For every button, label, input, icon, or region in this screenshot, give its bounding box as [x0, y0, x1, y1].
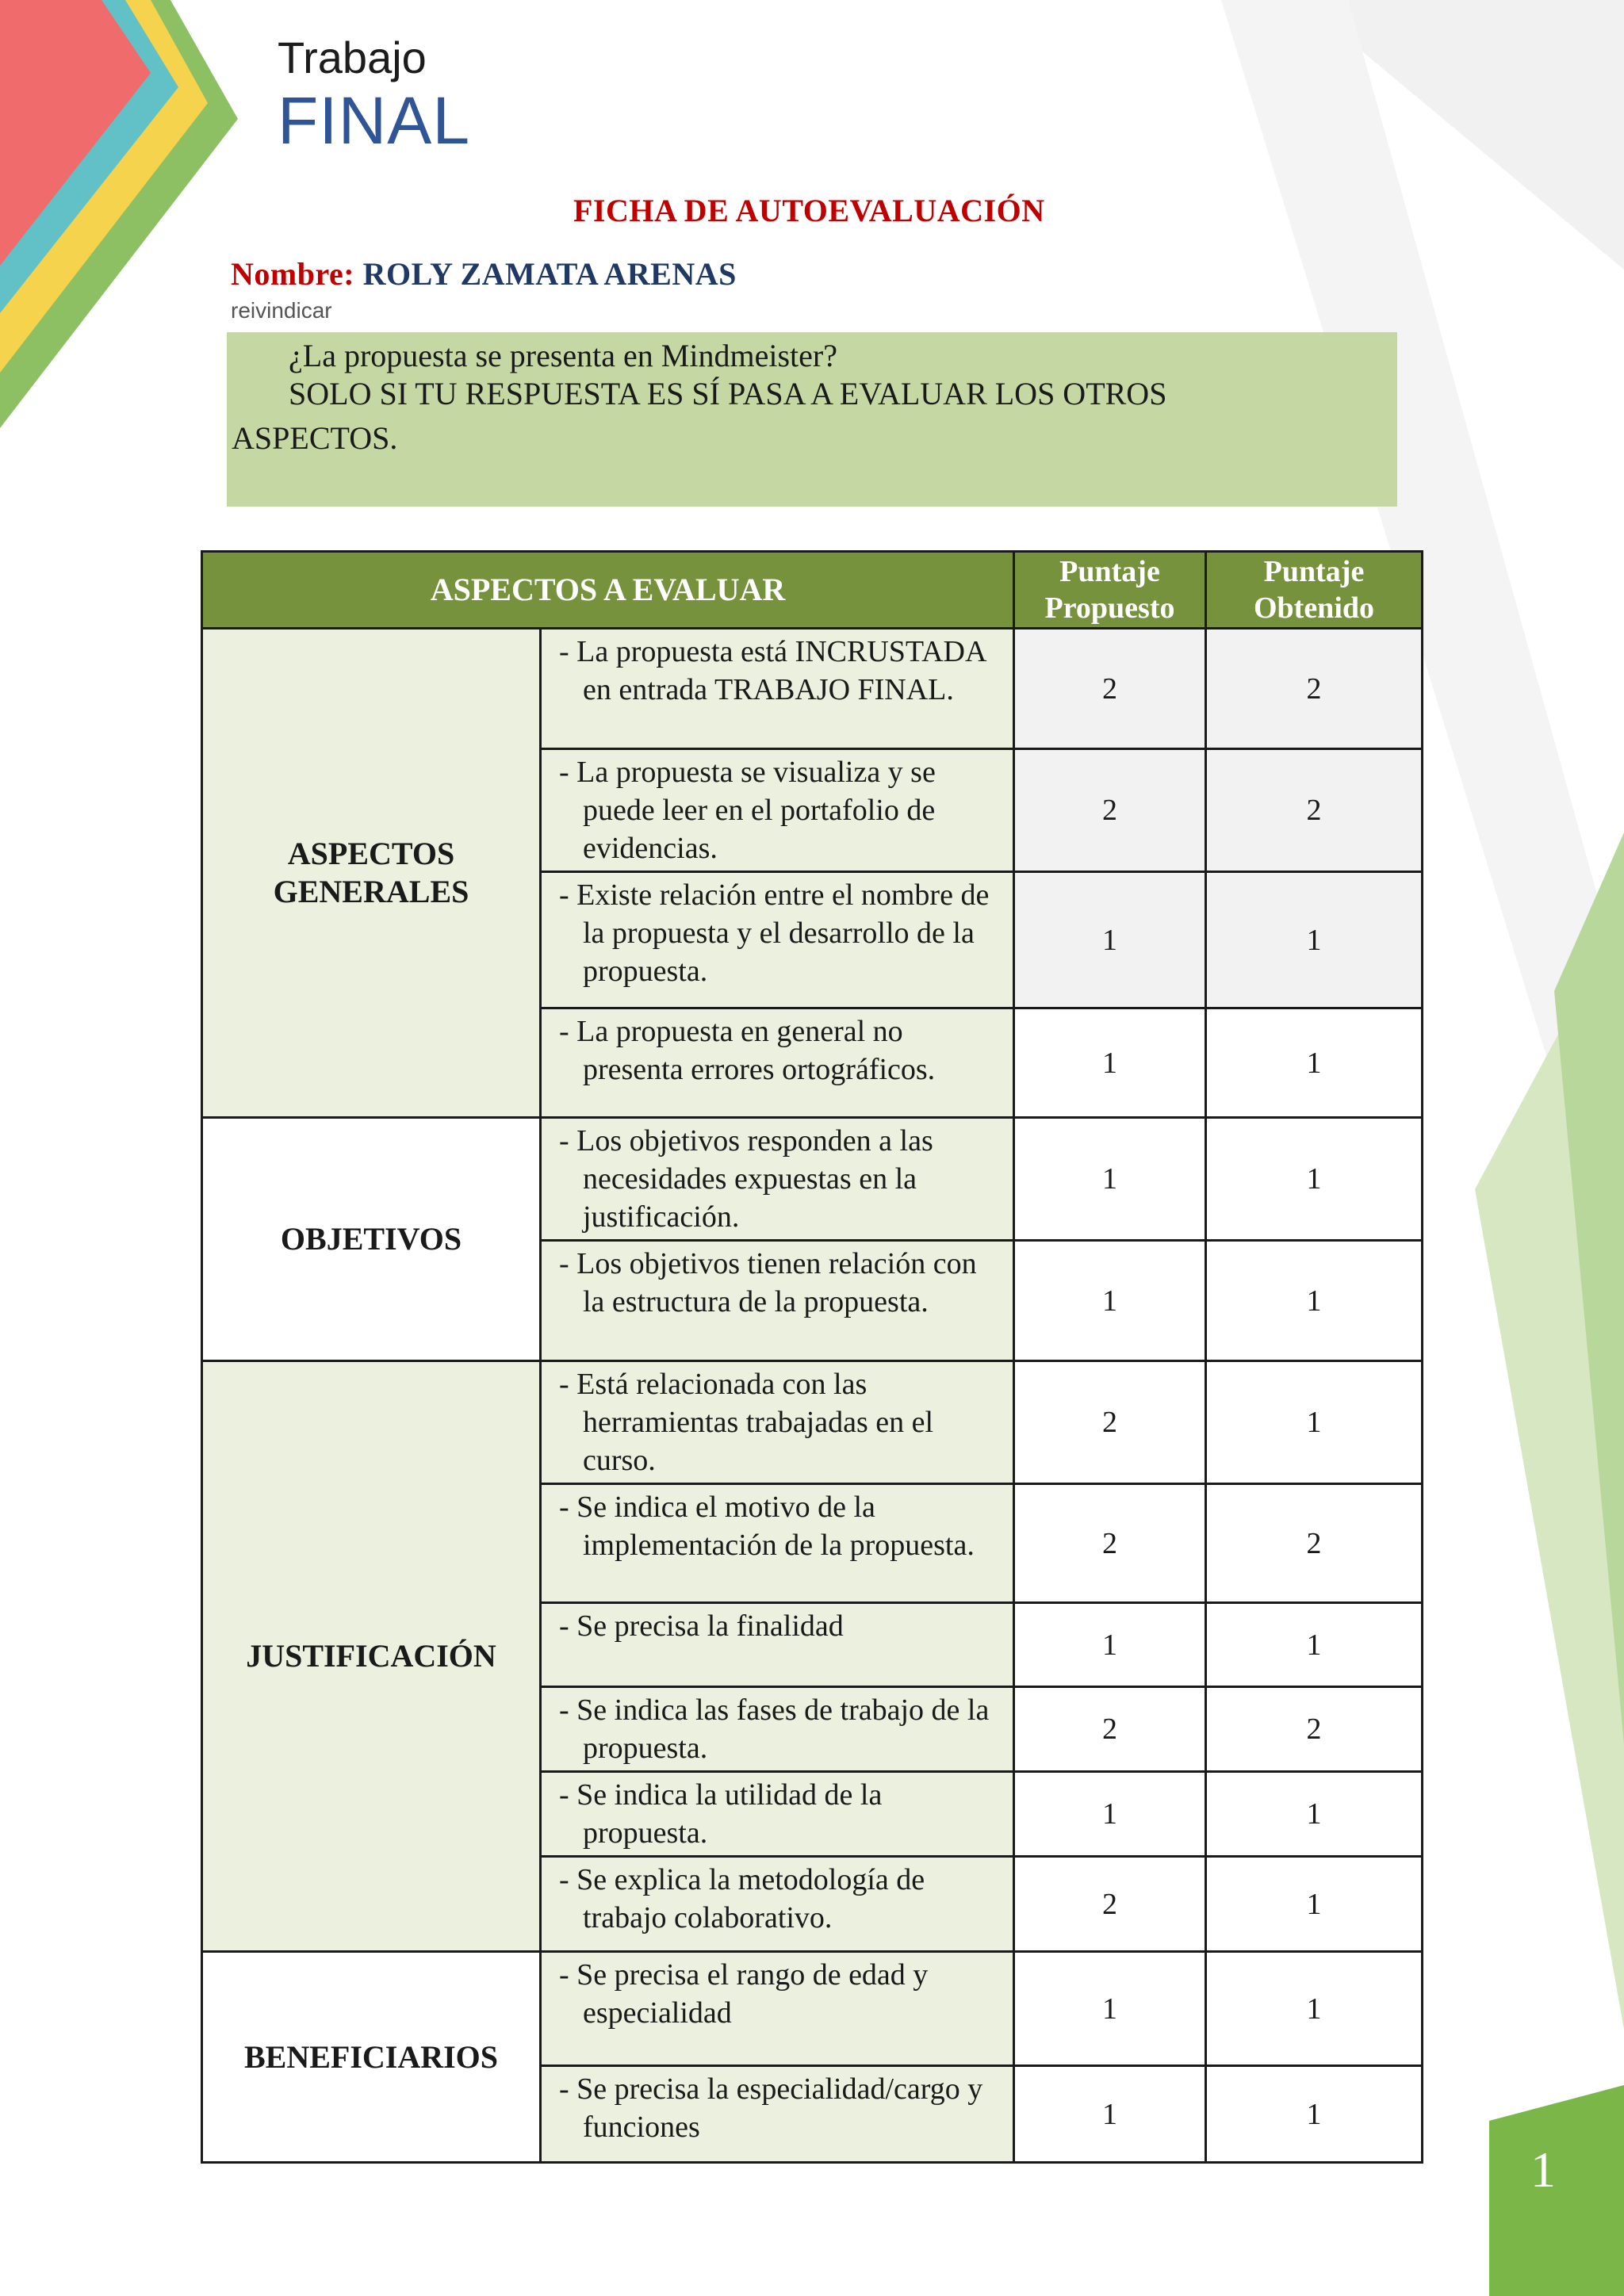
name-line: [231, 255, 737, 293]
criterion-cell: [541, 1118, 1014, 1241]
criterion-cell: [541, 1484, 1014, 1603]
table-row: [202, 1118, 1423, 1241]
criterion-text: - Existe relación entre el nombre de la propuesta y el desarrollo de la propuesta.: [559, 878, 990, 988]
name-label: Nombre:: [231, 256, 355, 292]
criterion-text: - Se indica el motivo de la implementación de la propuesta.: [559, 1490, 975, 1562]
criterion-cell: [541, 749, 1014, 872]
score-proposed: 2: [1014, 749, 1206, 872]
header-obtained: [1206, 552, 1423, 629]
header-proposed-line-1: Puntaje: [1059, 555, 1160, 588]
category-line: BENEFICIARIOS: [243, 2038, 499, 2075]
criterion-text: - Está relacionada con las herramientas trabajadas en el curso.: [559, 1368, 934, 1477]
table-row: [202, 1361, 1423, 1484]
criterion-text: - Se indica la utilidad de la propuesta.: [559, 1778, 883, 1850]
score-proposed: 2: [1014, 629, 1206, 749]
criterion-cell: [541, 1008, 1014, 1118]
score-obtained: 1: [1206, 1241, 1423, 1361]
header-final: FINAL: [278, 83, 471, 158]
score-obtained: 2: [1206, 1687, 1423, 1772]
score-proposed: 2: [1014, 1687, 1206, 1772]
score-obtained: 1: [1206, 1361, 1423, 1484]
criterion-text: - La propuesta se visualiza y se puede leer en el portafolio de evidencias.: [559, 756, 936, 865]
score-proposed: 1: [1014, 1603, 1206, 1687]
form-title: FICHA DE AUTOEVALUACIÓN: [573, 193, 1045, 228]
category-line: OBJETIVOS: [280, 1221, 462, 1257]
category-line: GENERALES: [273, 874, 469, 909]
criterion-text: - La propuesta en general no presenta errores ortográficos.: [559, 1015, 936, 1086]
question-line-3: ASPECTOS.: [232, 420, 398, 456]
score-obtained: 1: [1206, 1008, 1423, 1118]
category-objetivos: [202, 1118, 541, 1361]
criterion-cell: [541, 1603, 1014, 1687]
criterion-text: - Se precisa la finalidad: [559, 1609, 844, 1643]
score-obtained: 1: [1206, 1118, 1423, 1241]
score-proposed: 1: [1014, 1772, 1206, 1857]
score-proposed: 2: [1014, 1361, 1206, 1484]
score-obtained: 2: [1206, 749, 1423, 872]
score-proposed: 1: [1014, 1952, 1206, 2066]
decor-page-tab: [1489, 2085, 1624, 2296]
category-line: JUSTIFICACIÓN: [246, 1638, 496, 1674]
score-proposed: 2: [1014, 1857, 1206, 1952]
score-proposed: 1: [1014, 1008, 1206, 1118]
table-header-row: [202, 552, 1423, 629]
criterion-cell: [541, 1241, 1014, 1361]
score-proposed: 1: [1014, 872, 1206, 1008]
score-obtained: 1: [1206, 1772, 1423, 1857]
header-aspects: ASPECTOS A EVALUAR: [202, 552, 1014, 629]
header-proposed-line-2: Propuesto: [1044, 591, 1175, 625]
criterion-cell: [541, 1687, 1014, 1772]
score-proposed: 1: [1014, 1118, 1206, 1241]
score-proposed: 1: [1014, 2066, 1206, 2163]
criterion-cell: [541, 1857, 1014, 1952]
question-box: [227, 332, 1397, 507]
criterion-cell: [541, 1361, 1014, 1484]
score-proposed: 2: [1014, 1484, 1206, 1603]
evaluation-table: [201, 550, 1423, 2164]
criterion-text: - Se explica la metodología de trabajo colaborativo.: [559, 1863, 925, 1934]
name-value: ROLY ZAMATA ARENAS: [362, 256, 737, 292]
category-beneficiarios: [202, 1952, 541, 2163]
criterion-text: - Se precisa el rango de edad y especialidad: [559, 1958, 929, 2030]
score-obtained: 1: [1206, 872, 1423, 1008]
criterion-cell: [541, 872, 1014, 1008]
page-number: 1: [1530, 2141, 1556, 2198]
criterion-text: - La propuesta está INCRUSTADA en entrada TRABAJO FINAL.: [559, 635, 986, 706]
table-row: [202, 629, 1423, 749]
question-line-2: SOLO SI TU RESPUESTA ES SÍ PASA A EVALUAR LOS OTROS: [289, 376, 1167, 411]
criterion-cell: [541, 629, 1014, 749]
table-row: [202, 1952, 1423, 2066]
header-trabajo: Trabajo: [278, 33, 427, 82]
criterion-text: - Se precisa la especialidad/cargo y funciones: [559, 2072, 983, 2144]
header-obtained-line-2: Obtenido: [1253, 591, 1375, 625]
criterion-cell: [541, 2066, 1014, 2163]
criterion-cell: [541, 1772, 1014, 1857]
criterion-text: - Los objetivos tienen relación con la estructura de la propuesta.: [559, 1247, 977, 1318]
score-obtained: 2: [1206, 629, 1423, 749]
category-justificacion: [202, 1361, 541, 1952]
category-aspectos-generales: [202, 629, 541, 1118]
criterion-text: - Se indica las fases de trabajo de la propuesta.: [559, 1693, 990, 1765]
score-obtained: 1: [1206, 1952, 1423, 2066]
header-obtained-line-1: Puntaje: [1263, 555, 1365, 588]
note-text: reivindicar: [231, 298, 332, 323]
score-obtained: 1: [1206, 2066, 1423, 2163]
score-obtained: 1: [1206, 1857, 1423, 1952]
criterion-text: - Los objetivos responden a las necesidades expuestas en la justificación.: [559, 1124, 933, 1234]
score-proposed: 1: [1014, 1241, 1206, 1361]
criterion-cell: [541, 1952, 1014, 2066]
question-line-1: ¿La propuesta se presenta en Mindmeister?: [289, 338, 837, 373]
score-obtained: 2: [1206, 1484, 1423, 1603]
score-obtained: 1: [1206, 1603, 1423, 1687]
header-proposed: [1014, 552, 1206, 629]
category-line: ASPECTOS: [287, 836, 455, 871]
